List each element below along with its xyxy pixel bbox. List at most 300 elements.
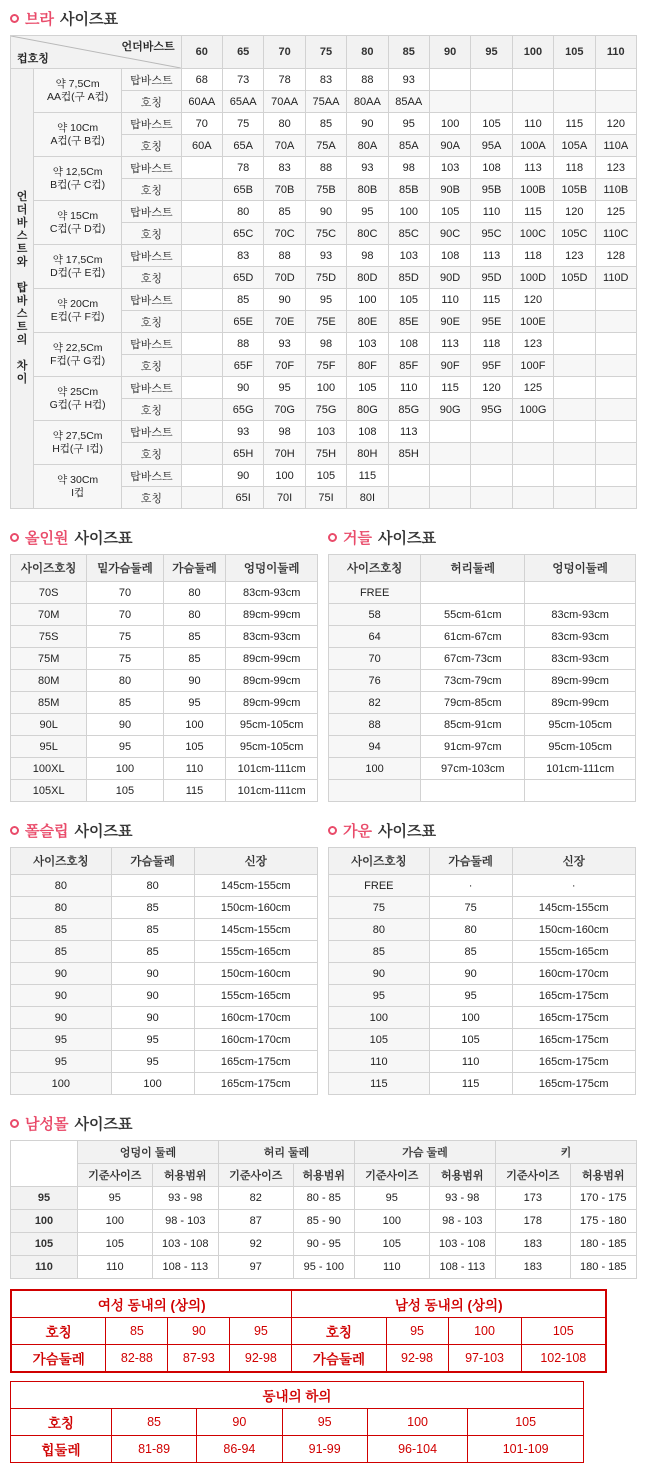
bra-topbust-cell: 115 xyxy=(347,465,388,487)
bra-topbust-cell xyxy=(554,289,595,311)
bra-name-cell xyxy=(554,443,595,465)
allinone-cell: 89cm-99cm xyxy=(226,648,318,670)
bra-name-cell: 85D xyxy=(388,267,429,289)
bra-topbust-cell: 108 xyxy=(347,421,388,443)
bra-topbust-cell: 83 xyxy=(264,157,305,179)
allinone-cell: 95 xyxy=(163,692,226,714)
section-title-girdle xyxy=(328,527,636,548)
bra-name-cell: 85H xyxy=(388,443,429,465)
bra-topbust-cell xyxy=(388,465,429,487)
bra-corner-top: 언더바스트 xyxy=(121,41,175,53)
allinone-cell: 70S xyxy=(11,582,87,604)
bra-row-label-bottom: 호칭 xyxy=(122,487,182,509)
bra-name-cell: 95E xyxy=(471,311,512,333)
bra-topbust-cell: 120 xyxy=(595,113,636,135)
bra-name-cell: 90F xyxy=(429,355,470,377)
underwear-bottom-row1-label: 호칭 xyxy=(11,1409,112,1436)
mens-cell: 87 xyxy=(218,1210,293,1233)
bra-name-cell: 95G xyxy=(471,399,512,421)
mens-group-header: 허리 둘레 xyxy=(218,1141,354,1164)
bra-name-cell: 65E xyxy=(223,311,264,333)
allinone-cell: 105 xyxy=(163,736,226,758)
underwear-cell: 97-103 xyxy=(448,1345,521,1373)
girdle-cell: 100 xyxy=(329,758,421,780)
bra-topbust-cell: 75 xyxy=(223,113,264,135)
bra-cup-label: 약 15Cm C컵(구 D컵) xyxy=(34,201,122,245)
bra-size-table xyxy=(10,35,637,509)
allinone-cell: 100 xyxy=(87,758,163,780)
table-row xyxy=(329,919,636,941)
bra-topbust-cell: 90 xyxy=(347,113,388,135)
mens-sub-header: 허용범위 xyxy=(570,1164,636,1187)
bra-col-header: 80 xyxy=(347,36,388,69)
allinone-cell: 105XL xyxy=(11,780,87,802)
underwear-cell: 90 xyxy=(197,1409,282,1436)
underwear-cell: 81-89 xyxy=(111,1436,196,1463)
allinone-cell: 85 xyxy=(163,648,226,670)
bra-col-header: 90 xyxy=(429,36,470,69)
bra-name-cell: 80C xyxy=(347,223,388,245)
bra-topbust-cell: 105 xyxy=(347,377,388,399)
table-row xyxy=(329,985,636,1007)
table-row xyxy=(329,1051,636,1073)
bra-row-label-bottom: 호칭 xyxy=(122,443,182,465)
underwear-cell: 87-93 xyxy=(168,1345,230,1373)
allinone-girdle-row xyxy=(10,519,647,802)
gown-cell: · xyxy=(429,875,512,897)
mens-sub-header: 허용범위 xyxy=(429,1164,495,1187)
girdle-cell: 79cm-85cm xyxy=(421,692,525,714)
spacer-cell xyxy=(584,1382,607,1409)
mens-cell: 93 - 98 xyxy=(152,1187,218,1210)
bullet-icon xyxy=(10,533,19,542)
bra-row-label-top: 탑바스트 xyxy=(122,377,182,399)
allinone-cell: 95 xyxy=(87,736,163,758)
mens-cell: 82 xyxy=(218,1187,293,1210)
mens-cell: 100 xyxy=(355,1210,430,1233)
bra-name-cell xyxy=(554,399,595,421)
gown-cell: 90 xyxy=(329,963,430,985)
bra-topbust-cell: 85 xyxy=(264,201,305,223)
bra-row-label-bottom: 호칭 xyxy=(122,135,182,157)
bra-topbust-cell: 95 xyxy=(347,201,388,223)
bra-name-cell: 75E xyxy=(305,311,346,333)
underwear-cell: 105 xyxy=(521,1318,606,1345)
allinone-header: 엉덩이둘레 xyxy=(226,555,318,582)
girdle-size-table xyxy=(328,554,636,802)
gown-cell: 110 xyxy=(429,1051,512,1073)
gown-cell: 95 xyxy=(429,985,512,1007)
bra-topbust-cell xyxy=(554,421,595,443)
table-row xyxy=(329,582,636,604)
mens-sub-header: 허용범위 xyxy=(152,1164,218,1187)
bra-row-label-top: 탑바스트 xyxy=(122,69,182,91)
fullslip-cell: 165cm-175cm xyxy=(194,1051,318,1073)
bra-name-cell: 95D xyxy=(471,267,512,289)
bra-topbust-cell: 105 xyxy=(388,289,429,311)
bra-name-cell: 95B xyxy=(471,179,512,201)
allinone-cell: 100XL xyxy=(11,758,87,780)
allinone-cell: 89cm-99cm xyxy=(226,692,318,714)
bra-topbust-cell: 93 xyxy=(388,69,429,91)
bra-name-cell: 100A xyxy=(512,135,553,157)
bra-name-cell xyxy=(554,91,595,113)
girdle-cell xyxy=(421,780,525,802)
gown-cell: 145cm-155cm xyxy=(512,897,636,919)
gown-cell: 165cm-175cm xyxy=(512,1051,636,1073)
mens-cell: 183 xyxy=(495,1256,570,1279)
bra-name-cell: 100F xyxy=(512,355,553,377)
table-row xyxy=(11,919,318,941)
mens-cell: 108 - 113 xyxy=(152,1256,218,1279)
underwear-cell: 92-98 xyxy=(230,1345,292,1373)
fullslip-cell: 145cm-155cm xyxy=(194,919,318,941)
mens-group-header: 가슴 둘레 xyxy=(355,1141,496,1164)
bra-name-cell: 90B xyxy=(429,179,470,201)
bra-topbust-cell: 98 xyxy=(264,421,305,443)
table-row xyxy=(11,1233,637,1256)
fullslip-size-table xyxy=(10,847,318,1095)
underwear-cell: 101-109 xyxy=(468,1436,584,1463)
bra-topbust-cell: 98 xyxy=(388,157,429,179)
bra-name-cell: 100G xyxy=(512,399,553,421)
bra-name-cell: 85B xyxy=(388,179,429,201)
allinone-cell: 90L xyxy=(11,714,87,736)
gown-cell: 155cm-165cm xyxy=(512,941,636,963)
girdle-cell: 83cm-93cm xyxy=(525,604,636,626)
underwear-tables xyxy=(10,1289,637,1463)
bra-topbust-cell: 85 xyxy=(223,289,264,311)
bra-topbust-cell: 113 xyxy=(471,245,512,267)
allinone-cell: 70M xyxy=(11,604,87,626)
bra-name-cell xyxy=(429,443,470,465)
bra-name-cell: 75A xyxy=(305,135,346,157)
bra-name-cell: 65D xyxy=(223,267,264,289)
table-row xyxy=(11,758,318,780)
underwear-cell: 95 xyxy=(230,1318,292,1345)
table-row xyxy=(11,626,318,648)
underwear-male-title: 남성 동내의 (상의) xyxy=(292,1290,606,1318)
bra-name-cell: 90E xyxy=(429,311,470,333)
bra-topbust-cell xyxy=(471,421,512,443)
bra-topbust-cell xyxy=(181,289,222,311)
bra-name-cell: 85F xyxy=(388,355,429,377)
bra-topbust-cell: 103 xyxy=(347,333,388,355)
bra-name-cell: 75AA xyxy=(305,91,346,113)
bra-topbust-cell: 90 xyxy=(305,201,346,223)
table-row xyxy=(11,1051,318,1073)
bra-row-label-bottom: 호칭 xyxy=(122,223,182,245)
allinone-header: 밑가슴둘레 xyxy=(87,555,163,582)
gown-header: 신장 xyxy=(512,848,636,875)
underwear-cell: 100 xyxy=(448,1318,521,1345)
allinone-cell: 80 xyxy=(163,604,226,626)
mens-cell: 173 xyxy=(495,1187,570,1210)
bullet-icon xyxy=(10,14,19,23)
bra-topbust-cell: 123 xyxy=(554,245,595,267)
bra-topbust-cell: 93 xyxy=(264,333,305,355)
allinone-cell: 89cm-99cm xyxy=(226,604,318,626)
bra-topbust-cell: 103 xyxy=(388,245,429,267)
mens-cell: 100 xyxy=(78,1210,153,1233)
fullslip-cell: 145cm-155cm xyxy=(194,875,318,897)
bra-name-cell xyxy=(181,223,222,245)
bra-row-label-top: 탑바스트 xyxy=(122,421,182,443)
girdle-cell: 97cm-103cm xyxy=(421,758,525,780)
bra-name-cell xyxy=(595,399,636,421)
bra-cup-label: 약 17,5Cm D컵(구 E컵) xyxy=(34,245,122,289)
bra-row-label-top: 탑바스트 xyxy=(122,201,182,223)
bra-name-cell: 70I xyxy=(264,487,305,509)
bra-name-cell: 70D xyxy=(264,267,305,289)
section-title-allinone-accent: 올인원 xyxy=(25,530,69,547)
table-row xyxy=(329,897,636,919)
gown-cell: 80 xyxy=(329,919,430,941)
gown-cell: 115 xyxy=(429,1073,512,1095)
fullslip-cell: 90 xyxy=(111,985,194,1007)
allinone-cell: 90 xyxy=(87,714,163,736)
gown-cell: 150cm-160cm xyxy=(512,919,636,941)
bra-topbust-cell xyxy=(181,201,222,223)
allinone-cell: 95cm-105cm xyxy=(226,736,318,758)
fullslip-cell: 150cm-160cm xyxy=(194,897,318,919)
mens-cell: 103 - 108 xyxy=(429,1233,495,1256)
table-row xyxy=(11,582,318,604)
bra-name-cell: 70C xyxy=(264,223,305,245)
bra-col-header: 75 xyxy=(305,36,346,69)
gown-cell: 85 xyxy=(329,941,430,963)
bra-name-cell: 70B xyxy=(264,179,305,201)
mens-cell: 95 xyxy=(78,1187,153,1210)
bra-name-cell: 95A xyxy=(471,135,512,157)
underwear-top-table xyxy=(10,1289,607,1373)
bra-name-cell xyxy=(181,487,222,509)
spacer-cell xyxy=(584,1436,607,1463)
bra-topbust-cell: 90 xyxy=(264,289,305,311)
underwear-male-row1-label: 호칭 xyxy=(292,1318,386,1345)
table-row xyxy=(329,1029,636,1051)
mens-group-header: 키 xyxy=(495,1141,636,1164)
bra-col-header: 85 xyxy=(388,36,429,69)
underwear-bottom-table xyxy=(10,1381,607,1463)
bra-topbust-cell xyxy=(554,333,595,355)
mens-cell: 183 xyxy=(495,1233,570,1256)
girdle-cell: 101cm-111cm xyxy=(525,758,636,780)
girdle-cell: 73cm-79cm xyxy=(421,670,525,692)
table-row xyxy=(11,941,318,963)
bra-cup-label: 약 30Cm I컵 xyxy=(34,465,122,509)
bra-name-cell: 80F xyxy=(347,355,388,377)
mens-cell: 175 - 180 xyxy=(570,1210,636,1233)
bra-topbust-cell xyxy=(595,377,636,399)
bra-topbust-cell: 80 xyxy=(223,201,264,223)
table-row xyxy=(329,626,636,648)
bra-topbust-cell xyxy=(595,289,636,311)
allinone-cell: 75 xyxy=(87,648,163,670)
bra-topbust-cell: 120 xyxy=(554,201,595,223)
table-row xyxy=(11,670,318,692)
bra-topbust-cell: 90 xyxy=(223,377,264,399)
mens-cell: 180 - 185 xyxy=(570,1256,636,1279)
bra-topbust-cell: 93 xyxy=(305,245,346,267)
bra-name-cell: 95F xyxy=(471,355,512,377)
table-row xyxy=(11,897,318,919)
allinone-cell: 83cm-93cm xyxy=(226,626,318,648)
allinone-cell: 101cm-111cm xyxy=(226,780,318,802)
bra-col-header: 65 xyxy=(223,36,264,69)
section-title-gown xyxy=(328,820,636,841)
section-title-girdle-accent: 거들 xyxy=(343,530,372,547)
underwear-cell: 91-99 xyxy=(282,1436,367,1463)
bra-cup-label: 약 10Cm A컵(구 B컵) xyxy=(34,113,122,157)
allinone-cell: 100 xyxy=(163,714,226,736)
bra-name-cell xyxy=(554,311,595,333)
girdle-cell: 64 xyxy=(329,626,421,648)
bra-name-cell: 65G xyxy=(223,399,264,421)
bra-topbust-cell: 113 xyxy=(388,421,429,443)
bra-row-label-bottom: 호칭 xyxy=(122,179,182,201)
table-row xyxy=(329,692,636,714)
table-row xyxy=(329,670,636,692)
underwear-female-title: 여성 동내의 (상의) xyxy=(11,1290,292,1318)
table-row xyxy=(11,736,318,758)
fullslip-cell: 85 xyxy=(111,897,194,919)
bra-col-header: 70 xyxy=(264,36,305,69)
gown-cell: 100 xyxy=(329,1007,430,1029)
allinone-cell: 110 xyxy=(163,758,226,780)
gown-cell: 105 xyxy=(329,1029,430,1051)
fullslip-header: 신장 xyxy=(194,848,318,875)
mens-cell: 108 - 113 xyxy=(429,1256,495,1279)
bra-topbust-cell: 100 xyxy=(388,201,429,223)
bra-topbust-cell xyxy=(595,465,636,487)
bra-topbust-cell xyxy=(512,465,553,487)
bra-topbust-cell: 128 xyxy=(595,245,636,267)
bra-topbust-cell xyxy=(181,465,222,487)
table-row xyxy=(11,1007,318,1029)
bra-topbust-cell: 125 xyxy=(595,201,636,223)
bra-name-cell xyxy=(595,311,636,333)
bra-topbust-cell xyxy=(554,377,595,399)
bra-name-cell: 80A xyxy=(347,135,388,157)
bra-topbust-cell: 110 xyxy=(512,113,553,135)
fullslip-column xyxy=(10,812,318,1095)
bra-topbust-cell: 73 xyxy=(223,69,264,91)
bra-topbust-cell: 118 xyxy=(471,333,512,355)
bra-name-cell: 105A xyxy=(554,135,595,157)
girdle-cell: 83cm-93cm xyxy=(525,626,636,648)
gown-cell: 115 xyxy=(329,1073,430,1095)
underwear-cell: 86-94 xyxy=(197,1436,282,1463)
bra-topbust-cell: 100 xyxy=(305,377,346,399)
allinone-cell: 70 xyxy=(87,604,163,626)
bra-name-cell: 70A xyxy=(264,135,305,157)
bra-name-cell xyxy=(181,355,222,377)
gown-cell: 85 xyxy=(429,941,512,963)
bra-name-cell: 70E xyxy=(264,311,305,333)
fullslip-cell: 80 xyxy=(11,897,112,919)
mens-sub-header: 기준사이즈 xyxy=(78,1164,153,1187)
gown-cell: 90 xyxy=(429,963,512,985)
allinone-cell: 85 xyxy=(163,626,226,648)
bra-vertical-label: 언 더 바 스 트 와 탑 바 스 트 의 차 이 xyxy=(11,69,34,509)
bra-topbust-cell xyxy=(429,421,470,443)
girdle-cell: 76 xyxy=(329,670,421,692)
underwear-cell: 96-104 xyxy=(367,1436,468,1463)
girdle-column xyxy=(328,519,636,802)
fullslip-cell: 90 xyxy=(111,963,194,985)
bra-name-cell: 65AA xyxy=(223,91,264,113)
table-row xyxy=(11,714,318,736)
mens-cell: 110 xyxy=(355,1256,430,1279)
allinone-cell: 75M xyxy=(11,648,87,670)
bra-name-cell: 105D xyxy=(554,267,595,289)
bra-name-cell: 110D xyxy=(595,267,636,289)
gown-cell: 80 xyxy=(429,919,512,941)
bra-topbust-cell: 105 xyxy=(429,201,470,223)
girdle-header: 엉덩이둘레 xyxy=(525,555,636,582)
bra-name-cell xyxy=(388,487,429,509)
mens-size-table xyxy=(10,1140,637,1279)
fullslip-cell: 80 xyxy=(11,875,112,897)
gown-cell: 165cm-175cm xyxy=(512,985,636,1007)
gown-column xyxy=(328,812,636,1095)
bra-topbust-cell: 95 xyxy=(388,113,429,135)
fullslip-cell: 100 xyxy=(111,1073,194,1095)
bra-cup-label: 약 22,5Cm F컵(구 G컵) xyxy=(34,333,122,377)
girdle-cell: 91cm-97cm xyxy=(421,736,525,758)
mens-cell: 105 xyxy=(78,1233,153,1256)
fullslip-gown-row xyxy=(10,812,647,1095)
allinone-cell: 83cm-93cm xyxy=(226,582,318,604)
bra-name-cell: 80AA xyxy=(347,91,388,113)
bra-row-label-top: 탑바스트 xyxy=(122,333,182,355)
bullet-icon xyxy=(10,1119,19,1128)
bra-name-cell: 70AA xyxy=(264,91,305,113)
table-row xyxy=(329,875,636,897)
bra-name-cell: 85E xyxy=(388,311,429,333)
bra-name-cell: 65A xyxy=(223,135,264,157)
bra-name-cell xyxy=(512,91,553,113)
bra-topbust-cell: 83 xyxy=(223,245,264,267)
bra-name-cell: 95C xyxy=(471,223,512,245)
girdle-cell xyxy=(329,780,421,802)
bra-name-cell: 75H xyxy=(305,443,346,465)
bra-name-cell xyxy=(595,91,636,113)
girdle-cell: 55cm-61cm xyxy=(421,604,525,626)
girdle-cell: 67cm-73cm xyxy=(421,648,525,670)
section-title-bra xyxy=(10,8,647,29)
section-title-fullslip-accent: 폴슬립 xyxy=(25,823,69,840)
allinone-cell: 90 xyxy=(163,670,226,692)
bra-topbust-cell: 123 xyxy=(595,157,636,179)
bra-name-cell: 100C xyxy=(512,223,553,245)
bra-topbust-cell: 78 xyxy=(264,69,305,91)
underwear-cell: 102-108 xyxy=(521,1345,606,1373)
bra-topbust-cell: 125 xyxy=(512,377,553,399)
mens-sub-header: 기준사이즈 xyxy=(495,1164,570,1187)
fullslip-header: 가슴둘레 xyxy=(111,848,194,875)
underwear-bottom-row2-label: 힙둘레 xyxy=(11,1436,112,1463)
bra-row-label-bottom: 호칭 xyxy=(122,311,182,333)
fullslip-cell: 155cm-165cm xyxy=(194,985,318,1007)
bra-name-cell: 90G xyxy=(429,399,470,421)
underwear-female-row1-label: 호칭 xyxy=(11,1318,106,1345)
bra-cup-label: 약 25Cm G컵(구 H컵) xyxy=(34,377,122,421)
size-chart-page xyxy=(0,8,647,1463)
fullslip-cell: 90 xyxy=(11,963,112,985)
bra-topbust-cell xyxy=(429,465,470,487)
